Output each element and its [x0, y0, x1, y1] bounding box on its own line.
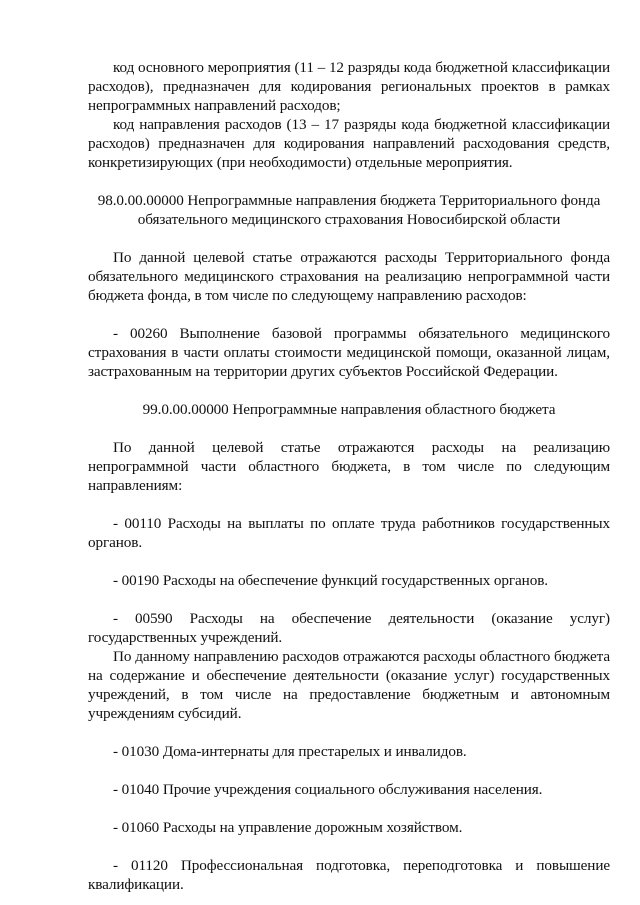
- section-heading-98: 98.0.00.00000 Непрограммные направления бюджета Территориального фонда обязательного медицинского страхования Новосибирской области: [97, 192, 601, 228]
- section-heading-99: 99.0.00.00000 Непрограммные направления областного бюджета: [142, 401, 556, 418]
- paragraph-99-intro: По данной целевой статье отражаются расходы на реализацию непрограммной части областного бюджета, в том числе по следующим направлениям:: [88, 439, 610, 494]
- list-item-00190: - 00190 Расходы на обеспечение функций государственных органов.: [113, 572, 548, 589]
- list-item-00590: - 00590 Расходы на обеспечение деятельности (оказание услуг) государственных учреждений.: [88, 610, 610, 646]
- document-body: [88, 58, 610, 894]
- paragraph-98-intro: По данной целевой статье отражаются расходы Территориального фонда обязательного медицинского страхования на реализацию непрограммной части бюджета фонда, в том числе по следующему направлению расходов:: [88, 249, 610, 304]
- paragraph-00590-details: По данному направлению расходов отражаются расходы областного бюджета на содержание и обеспечение деятельности (оказание услуг) государственных учреждений, в том числе на предоставление бюджетным и автономным учреждениям субсидий.: [88, 648, 610, 722]
- list-item-00260: - 00260 Выполнение базовой программы обязательного медицинского страхования в части оплаты стоимости медицинской помощи, оказанной лицам, застрахованным на территории других субъектов Российской Федерации.: [88, 325, 610, 380]
- list-item-01120: - 01120 Профессиональная подготовка, переподготовка и повышение квалификации.: [88, 857, 610, 893]
- paragraph-expense-direction-code: код направления расходов (13 – 17 разряды кода бюджетной классификации расходов) предназначен для кодирования направлений расходования средств, конкретизирующих (при необходимости) отдельные мероприятия.: [88, 116, 610, 171]
- list-item-01040: - 01040 Прочие учреждения социального обслуживания населения.: [113, 781, 543, 798]
- paragraph-main-activity-code: код основного мероприятия (11 – 12 разряды кода бюджетной классификации расходов), предназначен для кодирования региональных проектов в рамках непрограммных направлений расходов;: [88, 59, 610, 114]
- list-item-00110: - 00110 Расходы на выплаты по оплате труда работников государственных органов.: [88, 515, 610, 551]
- list-item-01060: - 01060 Расходы на управление дорожным хозяйством.: [113, 819, 463, 836]
- list-item-01030: - 01030 Дома-интернаты для престарелых и инвалидов.: [113, 743, 467, 760]
